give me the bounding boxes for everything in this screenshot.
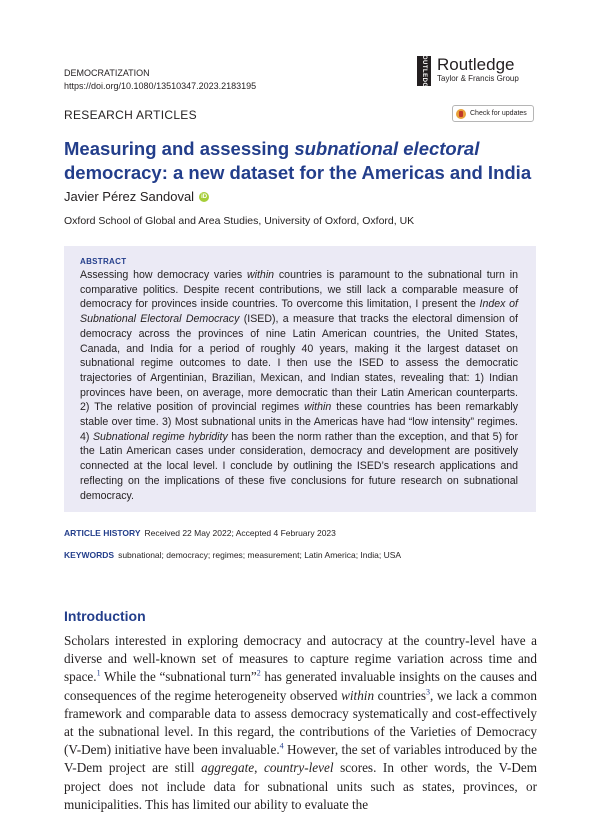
publisher-name: Routledge [437, 55, 515, 74]
footnote-ref[interactable]: 3 [426, 687, 431, 697]
publisher-subtitle: Taylor & Francis Group [437, 74, 519, 83]
keywords [64, 550, 401, 560]
introduction-text: Scholars interested in exploring democracy and autocracy at the country-level have a diverse and well-known set of measures to capture regime variation across time and space.$^1$ While the “subnational turn”$^2$ has generated invaluable insights on the causes and consequences of the regime heterogeneity observed within countries$^3$, we lack a common framework and comparable data to assess democracy systematically and cost-effectively at the subnational level. In this regard, the contributions of the Varieties of Democracy (V-Dem) initiative have been invaluable.$^4$ However, the set of variables introduced by the V-Dem project are still aggregate, country-level scores. In other words, the V-Dem project does not include data for subnational units such as states, provinces, or municipalities. This has limited our ability to evaluate the [64, 633, 538, 812]
article-history [64, 528, 336, 538]
footnote-ref[interactable]: 1 [96, 669, 101, 679]
article-history-label: ARTICLE HISTORY [64, 528, 141, 538]
author-name[interactable]: Javier Pérez Sandoval [64, 189, 195, 204]
check-for-updates-label: Check for updates [470, 110, 527, 117]
section-label: RESEARCH ARTICLES [64, 108, 197, 122]
keywords-text: subnational; democracy; regimes; measurement; Latin America; India; USA [118, 550, 402, 560]
introduction-heading: Introduction [64, 608, 146, 624]
author [64, 189, 209, 204]
publisher-logo [417, 49, 519, 93]
doi-link[interactable]: https://doi.org/10.1080/13510347.2023.2183195 [64, 81, 257, 91]
crossmark-icon [456, 109, 466, 119]
journal-name: DEMOCRATIZATION [64, 68, 150, 78]
footnote-ref[interactable]: 4 [279, 741, 284, 751]
running-header [64, 67, 256, 93]
article-history-text: Received 22 May 2022; Accepted 4 February 2023 [144, 528, 336, 538]
routledge-mark-icon: ROUTLEDGE [417, 56, 431, 86]
keywords-label: KEYWORDS [64, 550, 115, 560]
orcid-icon[interactable]: iD [201, 193, 208, 200]
check-for-updates-button[interactable] [452, 105, 534, 122]
article-title: Measuring and assessing subnational electoral democracy: a new dataset for the Americas and India [64, 138, 532, 183]
footnote-ref[interactable]: 2 [256, 669, 261, 679]
affiliation: Oxford School of Global and Area Studies, University of Oxford, Oxford, UK [64, 215, 415, 227]
abstract-heading: ABSTRACT [80, 257, 127, 266]
abstract-box [64, 246, 536, 512]
abstract-text: Assessing how democracy varies within countries is paramount to the subnational turn in comparative politics. Despite recent contributions, we still lack a comparable measure of democracy for provinces inside countries. To overcome this limitation, I present the Index of Subnational Electoral Democracy (ISED), a measure that tracks the electoral dimension of democracy across the provinces of nine Latin American countries, the United States, Canada, and India for a period of roughly 40 years, making it the largest dataset on subnational regime outcomes to date. I then use the ISED to assess the democratic trajectories of Argentinian, Brazilian, Mexican, and Indian states, revealing that: 1) Indian provinces have been, on average, more democratic than their Latin American counterparts. 2) The relative position of provincial regimes within these countries has been remarkably stable over time. 3) Most subnational units in the Americas have had “low intensity” regimes. 4) Subnational regime hybridity has been the norm rather than the exception, and that 5) for the Latin American cases under consideration, democracy and development are positively connected at the local level. I conclude by outlining the ISED’s research applications and reflecting on the implications of these five conclusions for future research on subnational democracy. [80, 269, 518, 502]
